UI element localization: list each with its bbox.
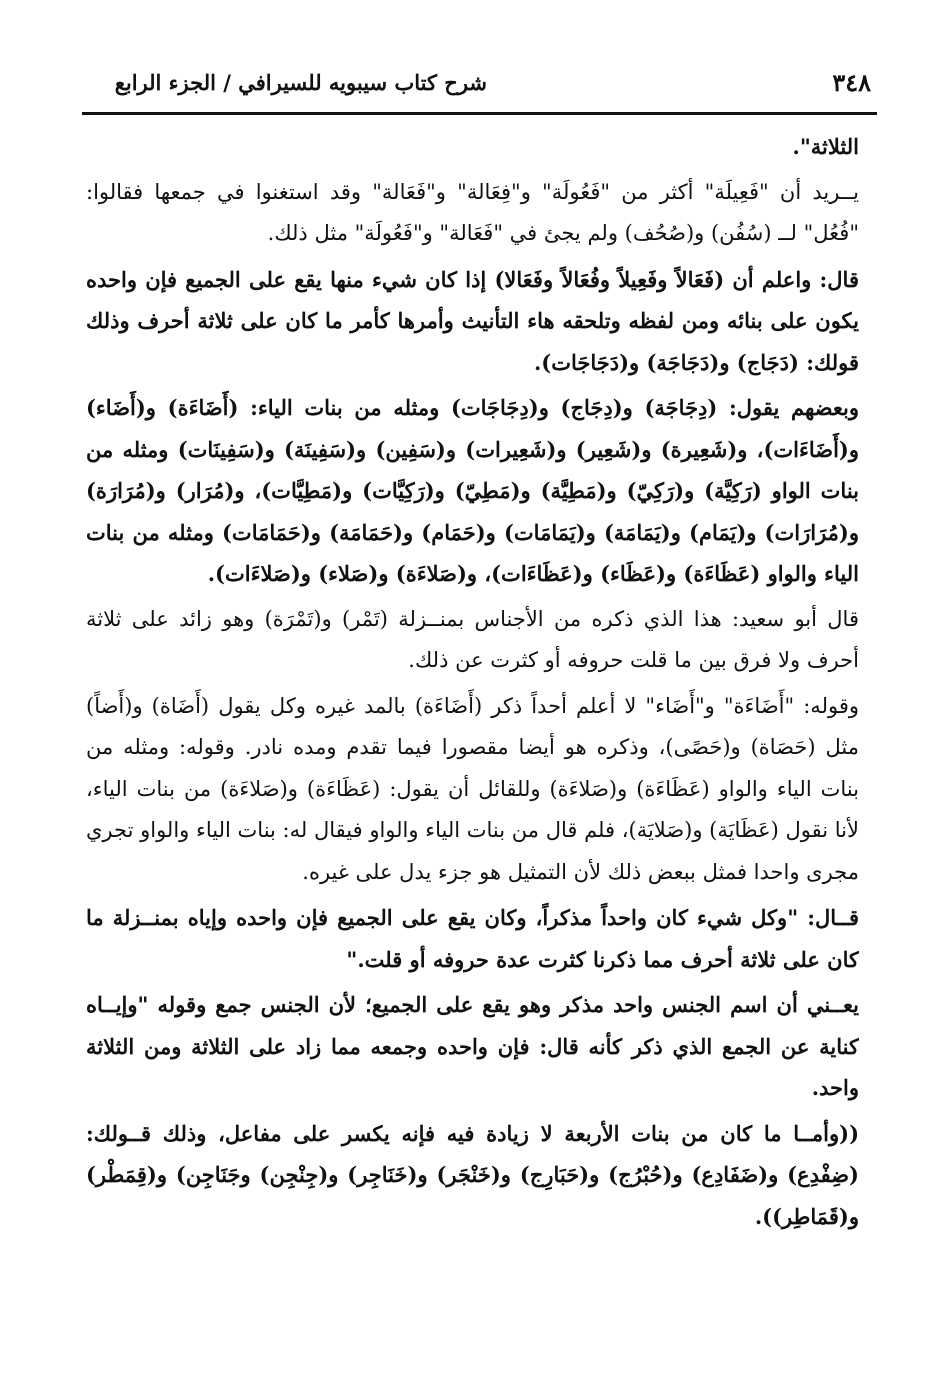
page-number: ٣٤٨	[832, 68, 871, 97]
paragraph-9: ((وأمــا ما كان من بنات الأربعة لا زيادة فيه فإنه يكسر على مفاعل، وذلك قــولك: (ضِفْدِع) و(ضَفَادِع) و(حُبْرُج) و(حَبَارِج) و(خَنْجَر) و(خَنَاجِر) و(جِنْجِن) وجَنَاجِن) و(قِمَطْر) و(قَمَاطِر)).	[86, 1120, 859, 1229]
page-header	[82, 62, 877, 115]
paragraph-5: قال أبو سعيد: هذا الذي ذكره من الأجناس بمنــزلة (تَمْر) و(تَمْرَة) وهو زائد على ثلاثة أحرف ولا فرق بين ما قلت حروفه أو كثرت عن ذلك.	[86, 606, 859, 672]
paragraph-3: قال: واعلم أن (فَعَالاً وفَعِيلاً وفُعَالاً وفَعَالا) إذا كان شيء منها يقع على الجميع فإن واحده يكون على بنائه ومن لفظه وتلحقه هاء التأنيث وأمرها كأمر ما كان على ثلاثة أحرف وذلك قولك: (دَجَاج) و(دَجَاجَة) و(دَجَاجَات).	[86, 266, 859, 375]
paragraph-1: الثلاثة".	[792, 134, 859, 159]
paragraph-6: وقوله: "أَضَاءَة" و"أَضَاء" لا أعلم أحداً ذكر (أَضَاءَة) بالمد غيره وكل يقول (أَضَاة) و(أَضاً) مثل (حَصَاة) و(حَصًى)، وذكره هو أيضا مقصورا فيما تقدم ومده نادر. وقوله: ومثله من بنات الياء والواو (عَظَاءَة) و(صَلاءَة) وللقائل أن يقول: (عَظَاءَة) و(صَلاءَة) من بنات الياء، لأنا نقول (عَظَايَة) و(صَلايَة)، فلم قال من بنات الياء والواو فيقال له: بنات الياء والواو تجري مجرى واحدا فمثل ببعض ذلك لأن التمثيل هو جزء يدل على غيره.	[86, 693, 859, 884]
paragraph-8: يعــني أن اسم الجنس واحد مذكر وهو يقع على الجميع؛ لأن الجنس جمع وقوله "وإيــاه كناية عن الجمع الذي ذكر كأنه قال: فإن واحده وجمعه مما زاد على الثلاثة ومن الثلاثة واحد.	[86, 992, 859, 1100]
paragraph-7: قــال: "وكل شيء كان واحداً مذكراً، وكان يقع على الجميع فإن واحده وإياه بمنــزلة ما كان على ثلاثة أحرف مما ذكرنا كثرت عدة حروفه أو قلت."	[86, 905, 859, 972]
page-body	[86, 126, 859, 1341]
paragraph-2: يــريد أن "فَعِيلَة" أكثر من "فَعُولَة" و"فِعَالة" و"فَعَالة" وقد استغنوا في جمعها فقالوا: "فُعُل" لــ (سُفُن) و(صُحُف) ولم يجئ في "فَعَالة" و"فَعُولَة" مثل ذلك.	[86, 179, 859, 245]
paragraph-4: وبعضهم يقول: (دِجَاجَة) و(دِجَاج) و(دِجَاجَات) ومثله من بنات الياء: (أَضَاءَة) و(أَضَاء) و(أَضَاءَات)، و(شَعِيرة) و(شَعِير) و(شَعِيرات) و(سَفِين) و(سَفِينَة) و(سَفِينَات) ومثله من بنات الواو (رَكِيَّة) و(رَكِيّ) و(مَطِيَّة) و(مَطِيّ) و(رَكِيَّات) و(مَطِيَّات)، و(مُرَار) و(مُرَارَة) و(مُرَارَات) و(يَمَام) و(يَمَامَة) و(يَمَامَات) و(حَمَام) و(حَمَامَة) و(حَمَامَات) ومثله من بنات الياء والواو (عَظَاءَة) و(عَظَاء) و(عَظَاءَات)، و(صَلاءَة) و(صَلاء) و(صَلاءَات).	[86, 395, 859, 586]
running-title: شرح كتاب سيبويه للسيرافي / الجزء الرابع	[114, 70, 487, 95]
